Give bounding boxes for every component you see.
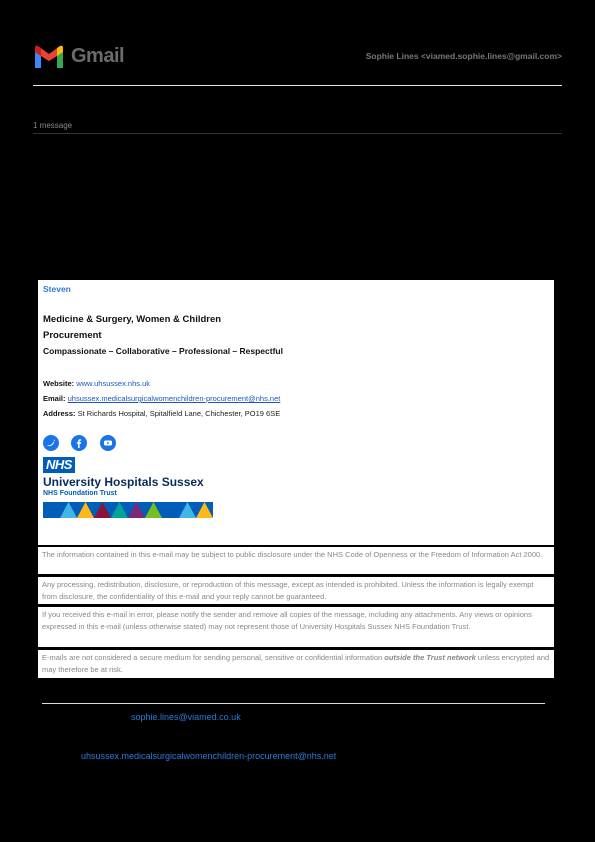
disclaimer-error: If you received this e-mail in error, please notify the sender and remove all copies of the message, including any attachments. Any views or opinions expressed in this e-mail (unless otherwise stated) may not represent those of University Hospitals Sussex NHS Foundation Trust. [38,607,554,647]
footer-email-link-1[interactable]: sophie.lines@viamed.co.uk [131,712,241,722]
signature-department [43,312,549,344]
signature-dept-line2: Procurement [43,330,102,341]
website-row [43,376,549,391]
message-count: 1 message [33,121,73,130]
gmail-wordmark: Gmail [71,45,125,67]
uhs-logo [43,453,549,518]
disclaimer-security-em: outside the Trust network [384,653,476,662]
address-row [43,406,549,421]
email-label: Email: [43,394,66,403]
footer-email-link-2[interactable]: uhsussex.medicalsurgicalwomenchildren-procurement@nhs.net [81,751,337,761]
signature-contacts [43,376,549,421]
website-link[interactable]: www.uhsussex.nhs.uk [76,379,151,388]
message-divider [33,133,562,134]
email-link[interactable]: uhsussex.medicalsurgicalwomenchildren-procurement@nhs.net [67,394,281,403]
twitter-icon[interactable] [43,435,59,451]
logo-stripe [43,502,213,518]
disclaimer-security [38,650,554,678]
nhs-badge: NHS [43,457,75,473]
disclaimer-security-pre: E-mails are not considered a secure medium for sending personal, sensitive or confidential information [42,653,385,662]
disclaimer-security-post: unless encrypted and may therefore be at risk. [42,653,550,674]
signature-name: Steven [43,284,71,294]
website-label: Website: [43,379,75,388]
gmail-logo [33,44,123,68]
address-label: Address: [43,409,76,418]
disclaimer-processing: Any processing, redistribution, disclosure, or reproduction of this message, except as intended is prohibited. Unless the information is legally exempt from disclosure, the confidentiality of this e-mail and your reply cannot be guaranteed. [38,577,554,604]
header-divider [33,85,562,86]
disclaimer-foi: The information contained in this e-mail may be subject to public disclosure under the NHS Code of Openness or the Freedom of Information Act 2000. [38,547,554,574]
signature-dept-line1: Medicine & Surgery, Women & Children [43,314,222,325]
gmail-m-icon [33,44,65,68]
email-row [43,391,549,406]
footer-divider [42,703,545,704]
social-links [43,435,549,453]
signature-values: Compassionate – Collaborative – Professional – Respectful [43,346,283,356]
youtube-icon[interactable] [100,435,116,451]
uhs-title: University Hospitals Sussex [43,475,204,489]
uhs-subtitle: NHS Foundation Trust [43,490,117,497]
email-signature [38,280,554,545]
address-value: St Richards Hospital, Spitalfield Lane, Chichester, PO19 6SE [77,409,281,418]
facebook-icon[interactable] [71,435,87,451]
account-user: Sophie Lines <viamed.sophie.lines@gmail.com> [365,51,562,61]
